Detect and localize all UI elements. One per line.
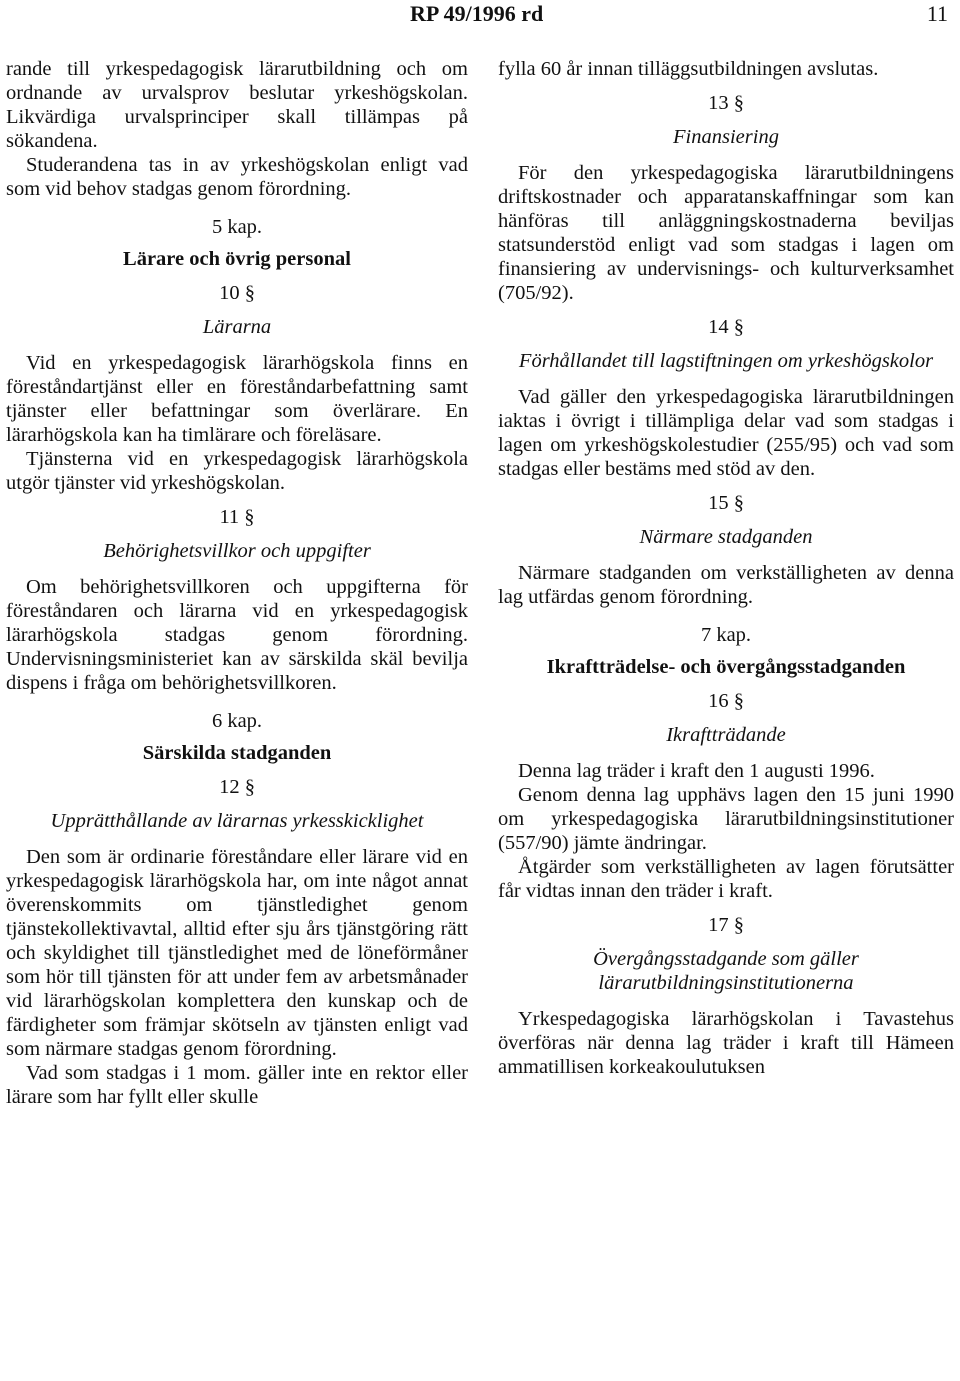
section-number: 14 § [708, 316, 744, 338]
section-title: Övergångsstadgande som gäller lärarutbildningsinstitutionerna [593, 948, 859, 994]
section-number: 13 § [708, 92, 744, 114]
chapter-number: 6 kap. [211, 710, 263, 732]
chapter-title: Särskilda stadganden [142, 742, 332, 764]
chapter-title: Lärare och övrig personal [123, 248, 351, 270]
section-title: Behörighetsvillkor och uppgifter [103, 540, 371, 562]
page-number: 11 [926, 1, 948, 26]
section-number: 10 § [219, 282, 255, 304]
paragraph: Vid en yrkespedagogisk lärarhögskola finns en föreståndartjänst eller en föreståndarbefattning samt tjänster eller befattningar som överlärare. En lärarhögskola kan ha timlärare och föreläsare. [6, 352, 468, 446]
paragraph: Studerandena tas in av yrkeshögskolan enligt vad som vid behov stadgas genom förordning. [6, 154, 468, 200]
section-title: Lärarna [202, 316, 272, 338]
chapter-title: Ikraftträdelse- och övergångsstadganden [546, 656, 906, 678]
paragraph: För den yrkespedagogiska lärarutbildningens driftskostnader och apparatanskaffningar som kan hänföras till anläggningskostnaderna beviljas statsunderstöd enligt vad som stadgas i lagen om finansiering av undervisnings- och kulturverksamhet (705/92). [498, 162, 954, 304]
chapter-number: 5 kap. [211, 216, 263, 238]
section-title: Ikraftträdande [666, 724, 786, 746]
paragraph: Den som är ordinarie föreståndare eller lärare vid en yrkespedagogisk lärarhögskola har, om inte något annat överenskommits om tjänstledighet genom tjänstekollektivavtal, alltid efter sju års tjänstgöring rätt och skyldighet till tjänstledighet med de löneförmåner som hör till tjänsten för att under fem av arbetsmånader vid lärarhögskolan komplettera den kunskap och de färdigheter som främjar skötseln av tjänsten enligt vad som närmare stadgas genom förordning. [6, 846, 468, 1060]
section-number: 15 § [708, 492, 744, 514]
paragraph: Tjänsterna vid en yrkespedagogisk lärarhögskola utgör tjänster vid yrkeshögskolan. [6, 448, 468, 494]
paragraph: Genom denna lag upphävs lagen den 15 juni 1990 om yrkespedagogiska lärarutbildningsinstitutioner (557/90) jämte ändringar. [498, 784, 954, 854]
chapter-number: 7 kap. [700, 624, 752, 646]
document-reference: RP 49/1996 rd [410, 1, 544, 26]
section-number: 17 § [708, 914, 744, 936]
section-number: 12 § [219, 776, 255, 798]
section-number: 11 § [219, 506, 255, 528]
section-title: Närmare stadganden [639, 526, 813, 548]
paragraph: Om behörighetsvillkoren och uppgifterna för föreståndaren och lärarna vid en yrkespedagogisk lärarhögskola stadgas genom förordning. Undervisningsministeriet kan av särskilda skäl bevilja dispens i fråga om behörighetsvillkoren. [6, 576, 468, 694]
paragraph: Yrkespedagogiska lärarhögskolan i Tavastehus överföras när denna lag träder i kraft till Hämeen ammatillisen korkeakoulutuksen [498, 1008, 954, 1078]
page-header [0, 0, 960, 30]
paragraph: Vad gäller den yrkespedagogiska lärarutbildningen iaktas i övrigt i tillämpliga delar vad som stadgas i lagen om yrkeshögskolestudier (255/95) och vad som stadgas eller bestäms med stöd av den. [498, 386, 954, 480]
section-title: Finansiering [673, 126, 779, 148]
right-column [498, 57, 954, 1079]
paragraph: rande till yrkespedagogisk lärarutbildning och om ordnande av urvalsprov beslutar yrkeshögskolan. Likvärdiga urvalsprinciper skall tillämpas på sökandena. [6, 58, 468, 152]
paragraph: Vad som stadgas i 1 mom. gäller inte en rektor eller lärare som har fyllt eller skulle [6, 1062, 468, 1108]
section-title: Förhållandet till lagstiftningen om yrkeshögskolor [518, 350, 934, 372]
paragraph: fylla 60 år innan tilläggsutbildningen avslutas. [498, 58, 879, 80]
paragraph: Åtgärder som verkställigheten av lagen förutsätter får vidtas innan den träder i kraft. [498, 856, 954, 902]
paragraph: Närmare stadganden om verkställigheten av denna lag utfärdas genom förordning. [498, 562, 954, 608]
left-column [6, 57, 468, 1109]
section-number: 16 § [708, 690, 744, 712]
paragraph: Denna lag träder i kraft den 1 augusti 1996. [518, 760, 875, 782]
section-title: Upprätthållande av lärarnas yrkesskicklighet [50, 810, 424, 832]
